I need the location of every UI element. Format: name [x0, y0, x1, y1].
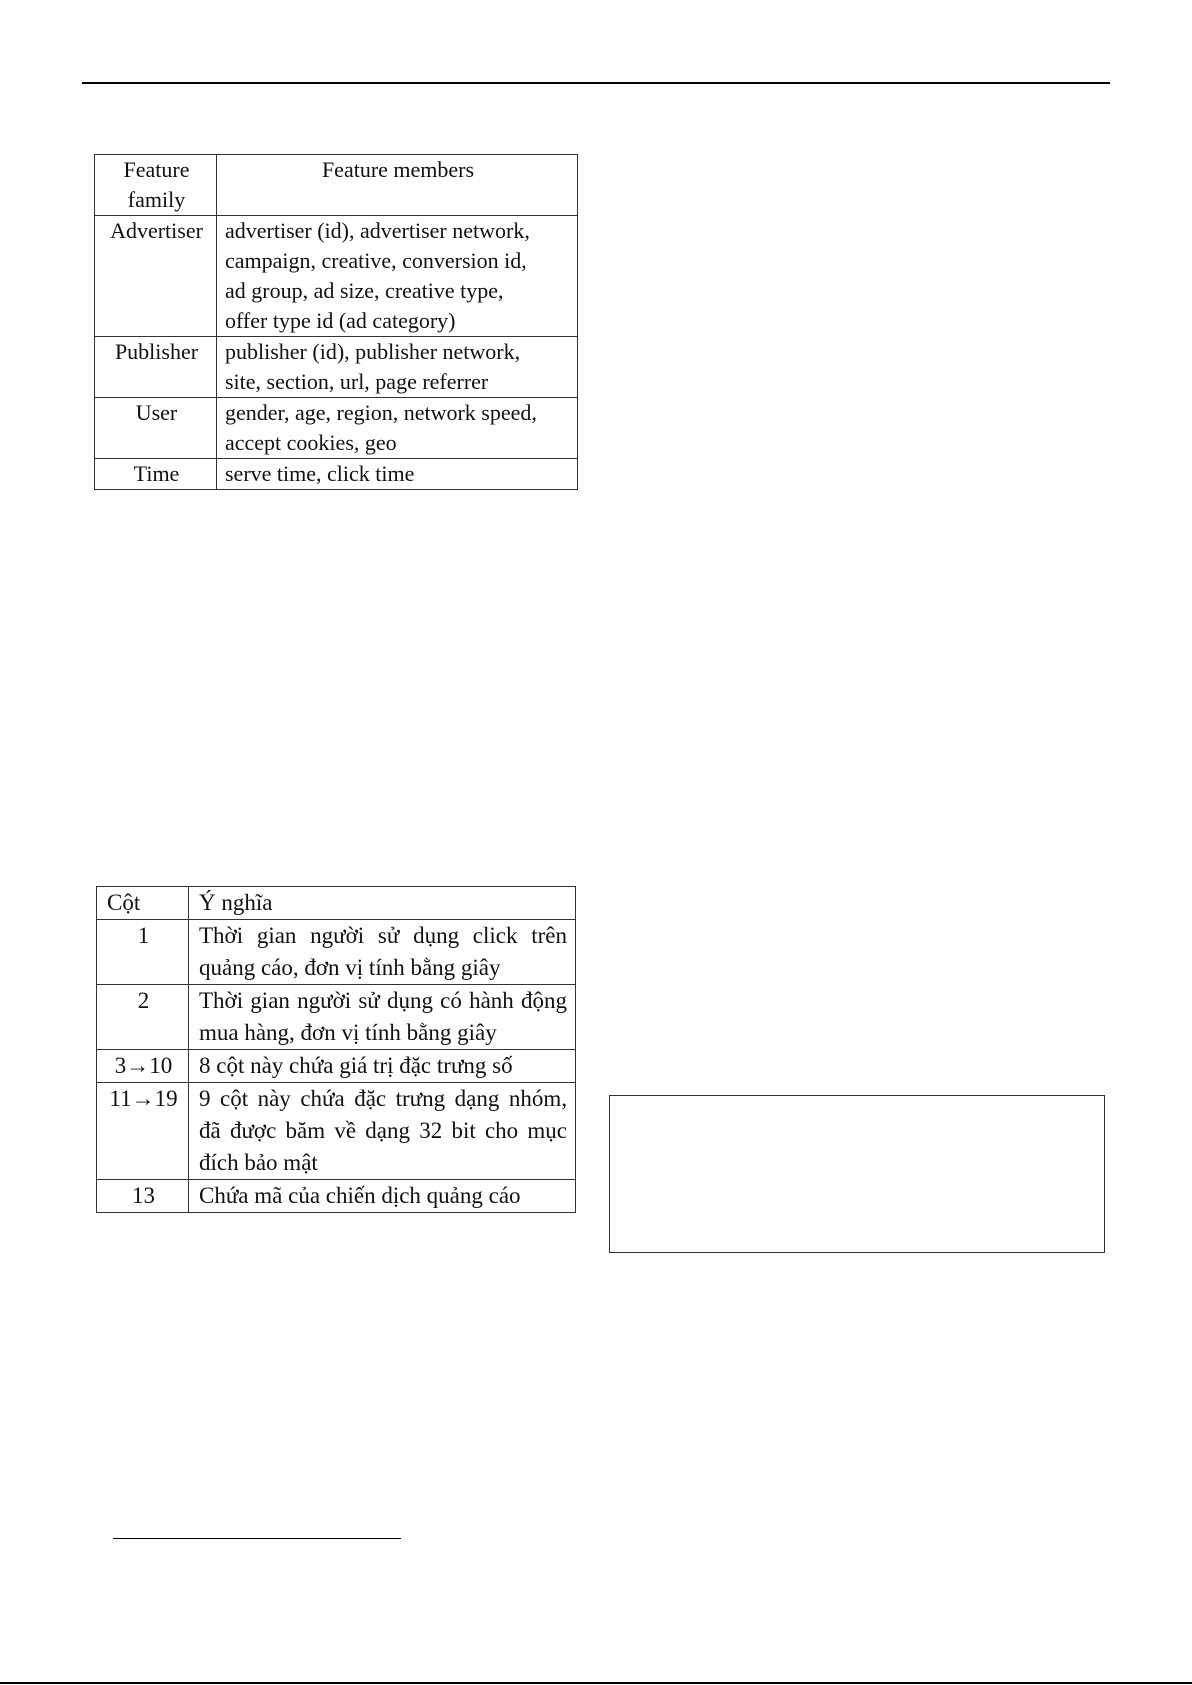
- table-header-row: [95, 155, 578, 216]
- header-feature-members: Feature members: [217, 155, 578, 216]
- table-row: [97, 985, 576, 1050]
- header-feature-family: Feature family: [95, 155, 217, 216]
- table-row: [97, 1180, 576, 1213]
- column-meaning-cell: 8 cột này chứa giá trị đặc trưng số: [189, 1050, 576, 1083]
- column-index-cell: 11→19: [97, 1083, 189, 1180]
- column-meaning-cell: Chứa mã của chiến dịch quảng cáo: [189, 1180, 576, 1213]
- column-meaning-cell: Thời gian người sử dụng click trên quảng cáo, đơn vị tính bằng giây: [189, 920, 576, 985]
- header-meaning: Ý nghĩa: [189, 887, 576, 920]
- column-index-cell: 3→10: [97, 1050, 189, 1083]
- table-row: [97, 920, 576, 985]
- column-index-cell: 1: [97, 920, 189, 985]
- column-index-cell: 2: [97, 985, 189, 1050]
- header-rule: [82, 82, 1110, 84]
- table-row: [95, 398, 578, 459]
- feature-family-cell: Advertiser: [95, 216, 217, 337]
- feature-members-cell: advertiser (id), advertiser network, campaign, creative, conversion id, ad group, ad size, creative type, offer type id (ad category): [217, 216, 578, 337]
- footnote-separator: [113, 1538, 401, 1539]
- feature-family-cell: Publisher: [95, 337, 217, 398]
- table-row: [97, 1083, 576, 1180]
- feature-family-cell: User: [95, 398, 217, 459]
- column-index-cell: 13: [97, 1180, 189, 1213]
- feature-members-cell: publisher (id), publisher network, site, section, url, page referrer: [217, 337, 578, 398]
- header-column-index: Cột: [97, 887, 189, 920]
- footer-rule: [0, 1682, 1192, 1684]
- column-meaning-table: [96, 886, 576, 1213]
- table-row: [97, 1050, 576, 1083]
- feature-members-cell: gender, age, region, network speed, accept cookies, geo: [217, 398, 578, 459]
- table-row: [95, 337, 578, 398]
- feature-family-table: [94, 154, 578, 490]
- table-row: [95, 459, 578, 490]
- empty-text-box: [609, 1095, 1105, 1253]
- feature-members-cell: serve time, click time: [217, 459, 578, 490]
- column-meaning-cell: Thời gian người sử dụng có hành động mua hàng, đơn vị tính bằng giây: [189, 985, 576, 1050]
- table-header-row: [97, 887, 576, 920]
- table-row: [95, 216, 578, 337]
- column-meaning-cell: 9 cột này chứa đặc trưng dạng nhóm, đã được băm về dạng 32 bit cho mục đích bảo mật: [189, 1083, 576, 1180]
- feature-family-cell: Time: [95, 459, 217, 490]
